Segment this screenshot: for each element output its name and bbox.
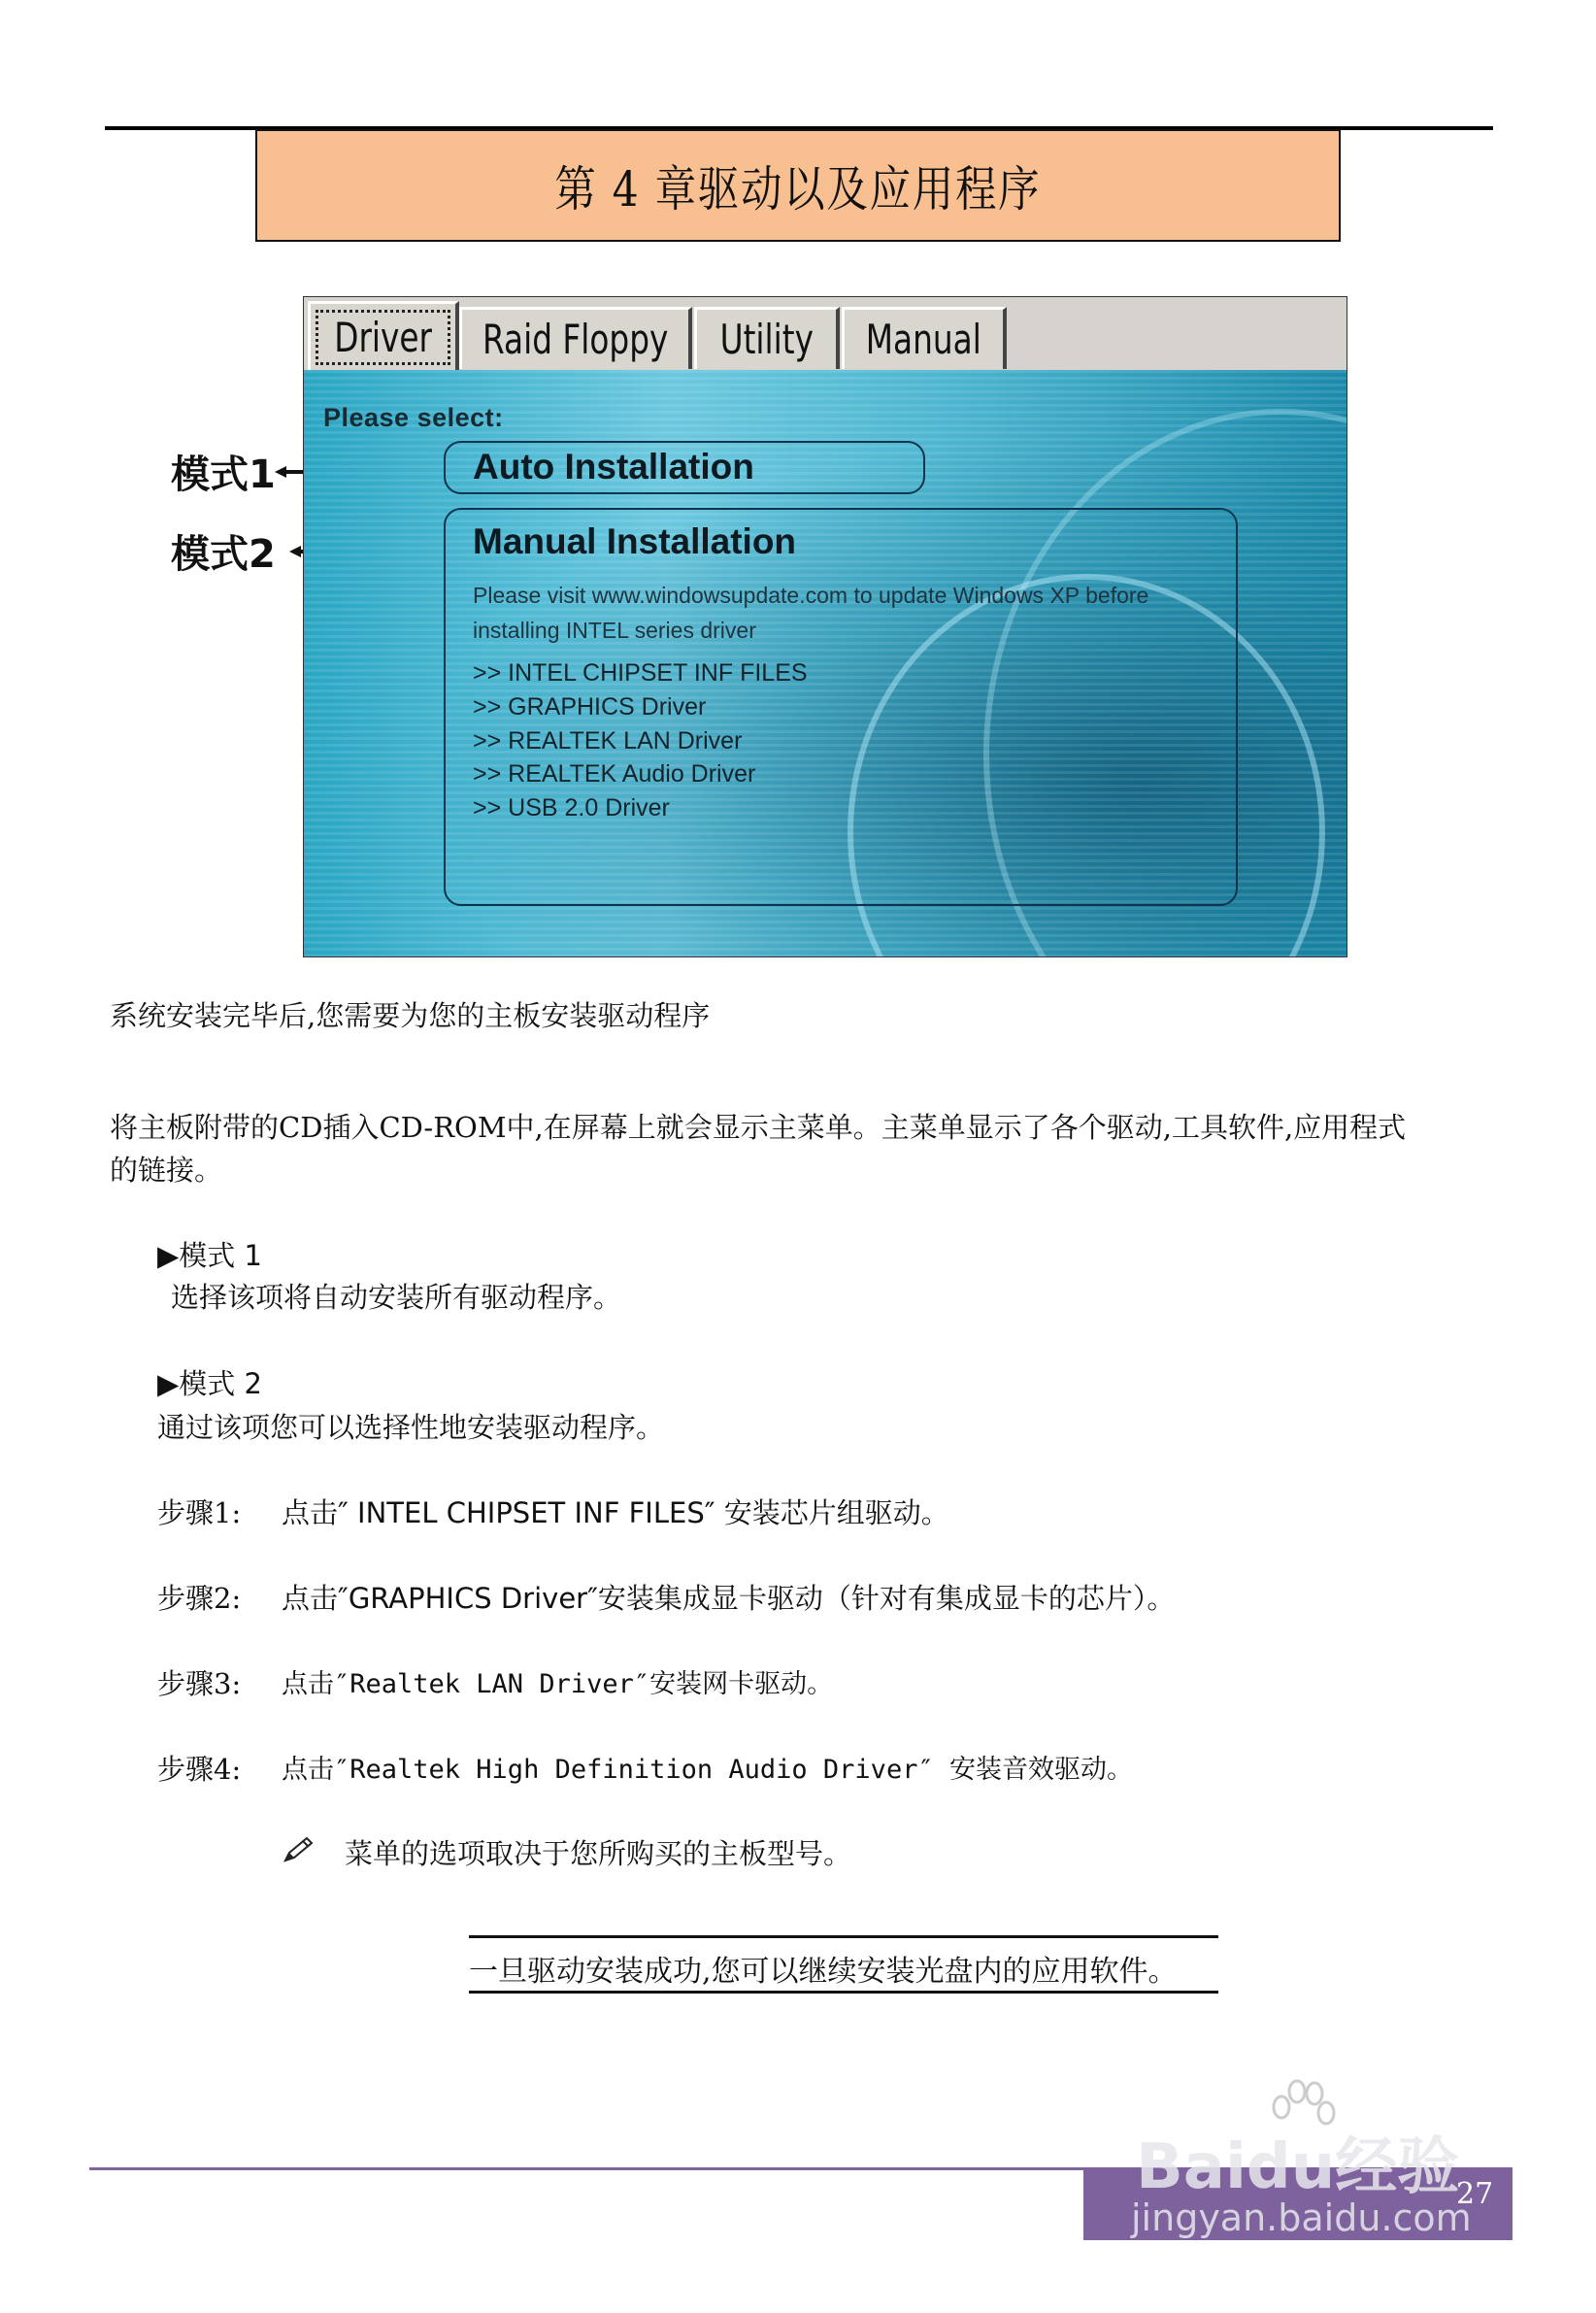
driver-link-realtek-audio[interactable]: >> REALTEK Audio Driver [473, 760, 756, 788]
tab-label: Driver [334, 314, 432, 361]
step-3-text: 点击″Realtek LAN Driver″安装网卡驱动。 [282, 1669, 834, 1699]
mode2-heading: ▶模式 2 [157, 1367, 262, 1400]
tab-driver[interactable] [308, 301, 459, 371]
footer-rule [89, 2167, 1085, 2170]
driver-link-intel-chipset[interactable]: >> INTEL CHIPSET INF FILES [473, 659, 808, 687]
cd-paragraph-line2: 的链接。 [110, 1154, 223, 1187]
windows-update-note: Please visit www.windowsupdate.com to update Windows XP before installing INTEL series driver [473, 583, 1149, 643]
mode1-description: 选择该项将自动安装所有驱动程序。 [171, 1281, 622, 1314]
driver-panel [304, 370, 1347, 957]
page-number: 27 [1456, 2177, 1494, 2211]
note-top-rule [469, 1935, 1218, 1938]
installer-screenshot [303, 296, 1347, 957]
cd-paragraph-line1: 将主板附带的CD插入CD-ROM中,在屏幕上就会显示主菜单。主菜单显示了各个驱动,工具软件,应用程式 [110, 1111, 1407, 1144]
step-4-text: 点击″Realtek High Definition Audio Driver″ 安装音效驱动。 [282, 1755, 1133, 1785]
tip-text: 菜单的选项取决于您所购买的主板型号。 [345, 1837, 852, 1870]
baidu-paw-icon [1262, 2078, 1340, 2136]
tab-label: Utility [719, 316, 814, 363]
tab-label: Manual [865, 316, 982, 363]
step-3-label: 步骤3: [157, 1667, 242, 1700]
manual-installation-group [444, 508, 1238, 906]
tab-utility[interactable] [694, 307, 840, 369]
manual-installation-title: Manual Installation [473, 521, 797, 561]
step-2-text: 点击″GRAPHICS Driver″安装集成显卡驱动（针对有集成显卡的芯片）。 [282, 1582, 1176, 1615]
chapter-title-box [255, 129, 1341, 242]
auto-installation-button[interactable] [444, 441, 925, 494]
pencil-icon [282, 1835, 315, 1864]
step-4-label: 步骤4: [157, 1753, 242, 1786]
intro-paragraph: 系统安装完毕后,您需要为您的主板安装驱动程序 [110, 999, 711, 1032]
step-1-text: 点击″ INTEL CHIPSET INF FILES″ 安装芯片组驱动。 [282, 1496, 949, 1529]
tab-label: Raid Floppy [482, 316, 669, 363]
callout-mode2: 模式2 [171, 532, 276, 577]
mode2-description: 通过该项您可以选择性地安装驱动程序。 [157, 1411, 665, 1444]
callout-mode1: 模式1 [171, 453, 276, 497]
step-2-label: 步骤2: [157, 1582, 242, 1615]
driver-link-realtek-lan[interactable]: >> REALTEK LAN Driver [473, 727, 743, 754]
watermark-url: jingyan.baidu.com [1131, 2196, 1472, 2239]
driver-link-graphics[interactable]: >> GRAPHICS Driver [473, 693, 707, 721]
tab-manual[interactable] [842, 307, 1007, 369]
step-1-label: 步骤1: [157, 1496, 242, 1529]
boxed-note: 一旦驱动安装成功,您可以继续安装光盘内的应用软件。 [469, 1955, 1178, 1989]
note-bottom-rule [469, 1991, 1218, 1994]
tab-raid-floppy[interactable] [459, 307, 692, 369]
chapter-title: 第 4 章驱动以及应用程序 [554, 161, 1042, 218]
auto-installation-label: Auto Installation [473, 447, 754, 486]
watermark-brand: Baidu经验 [1136, 2131, 1460, 2203]
mode1-heading: ▶模式 1 [157, 1239, 262, 1272]
driver-link-usb2[interactable]: >> USB 2.0 Driver [473, 794, 670, 821]
tab-bar [304, 297, 1347, 372]
please-select-label: Please select: [323, 403, 504, 432]
